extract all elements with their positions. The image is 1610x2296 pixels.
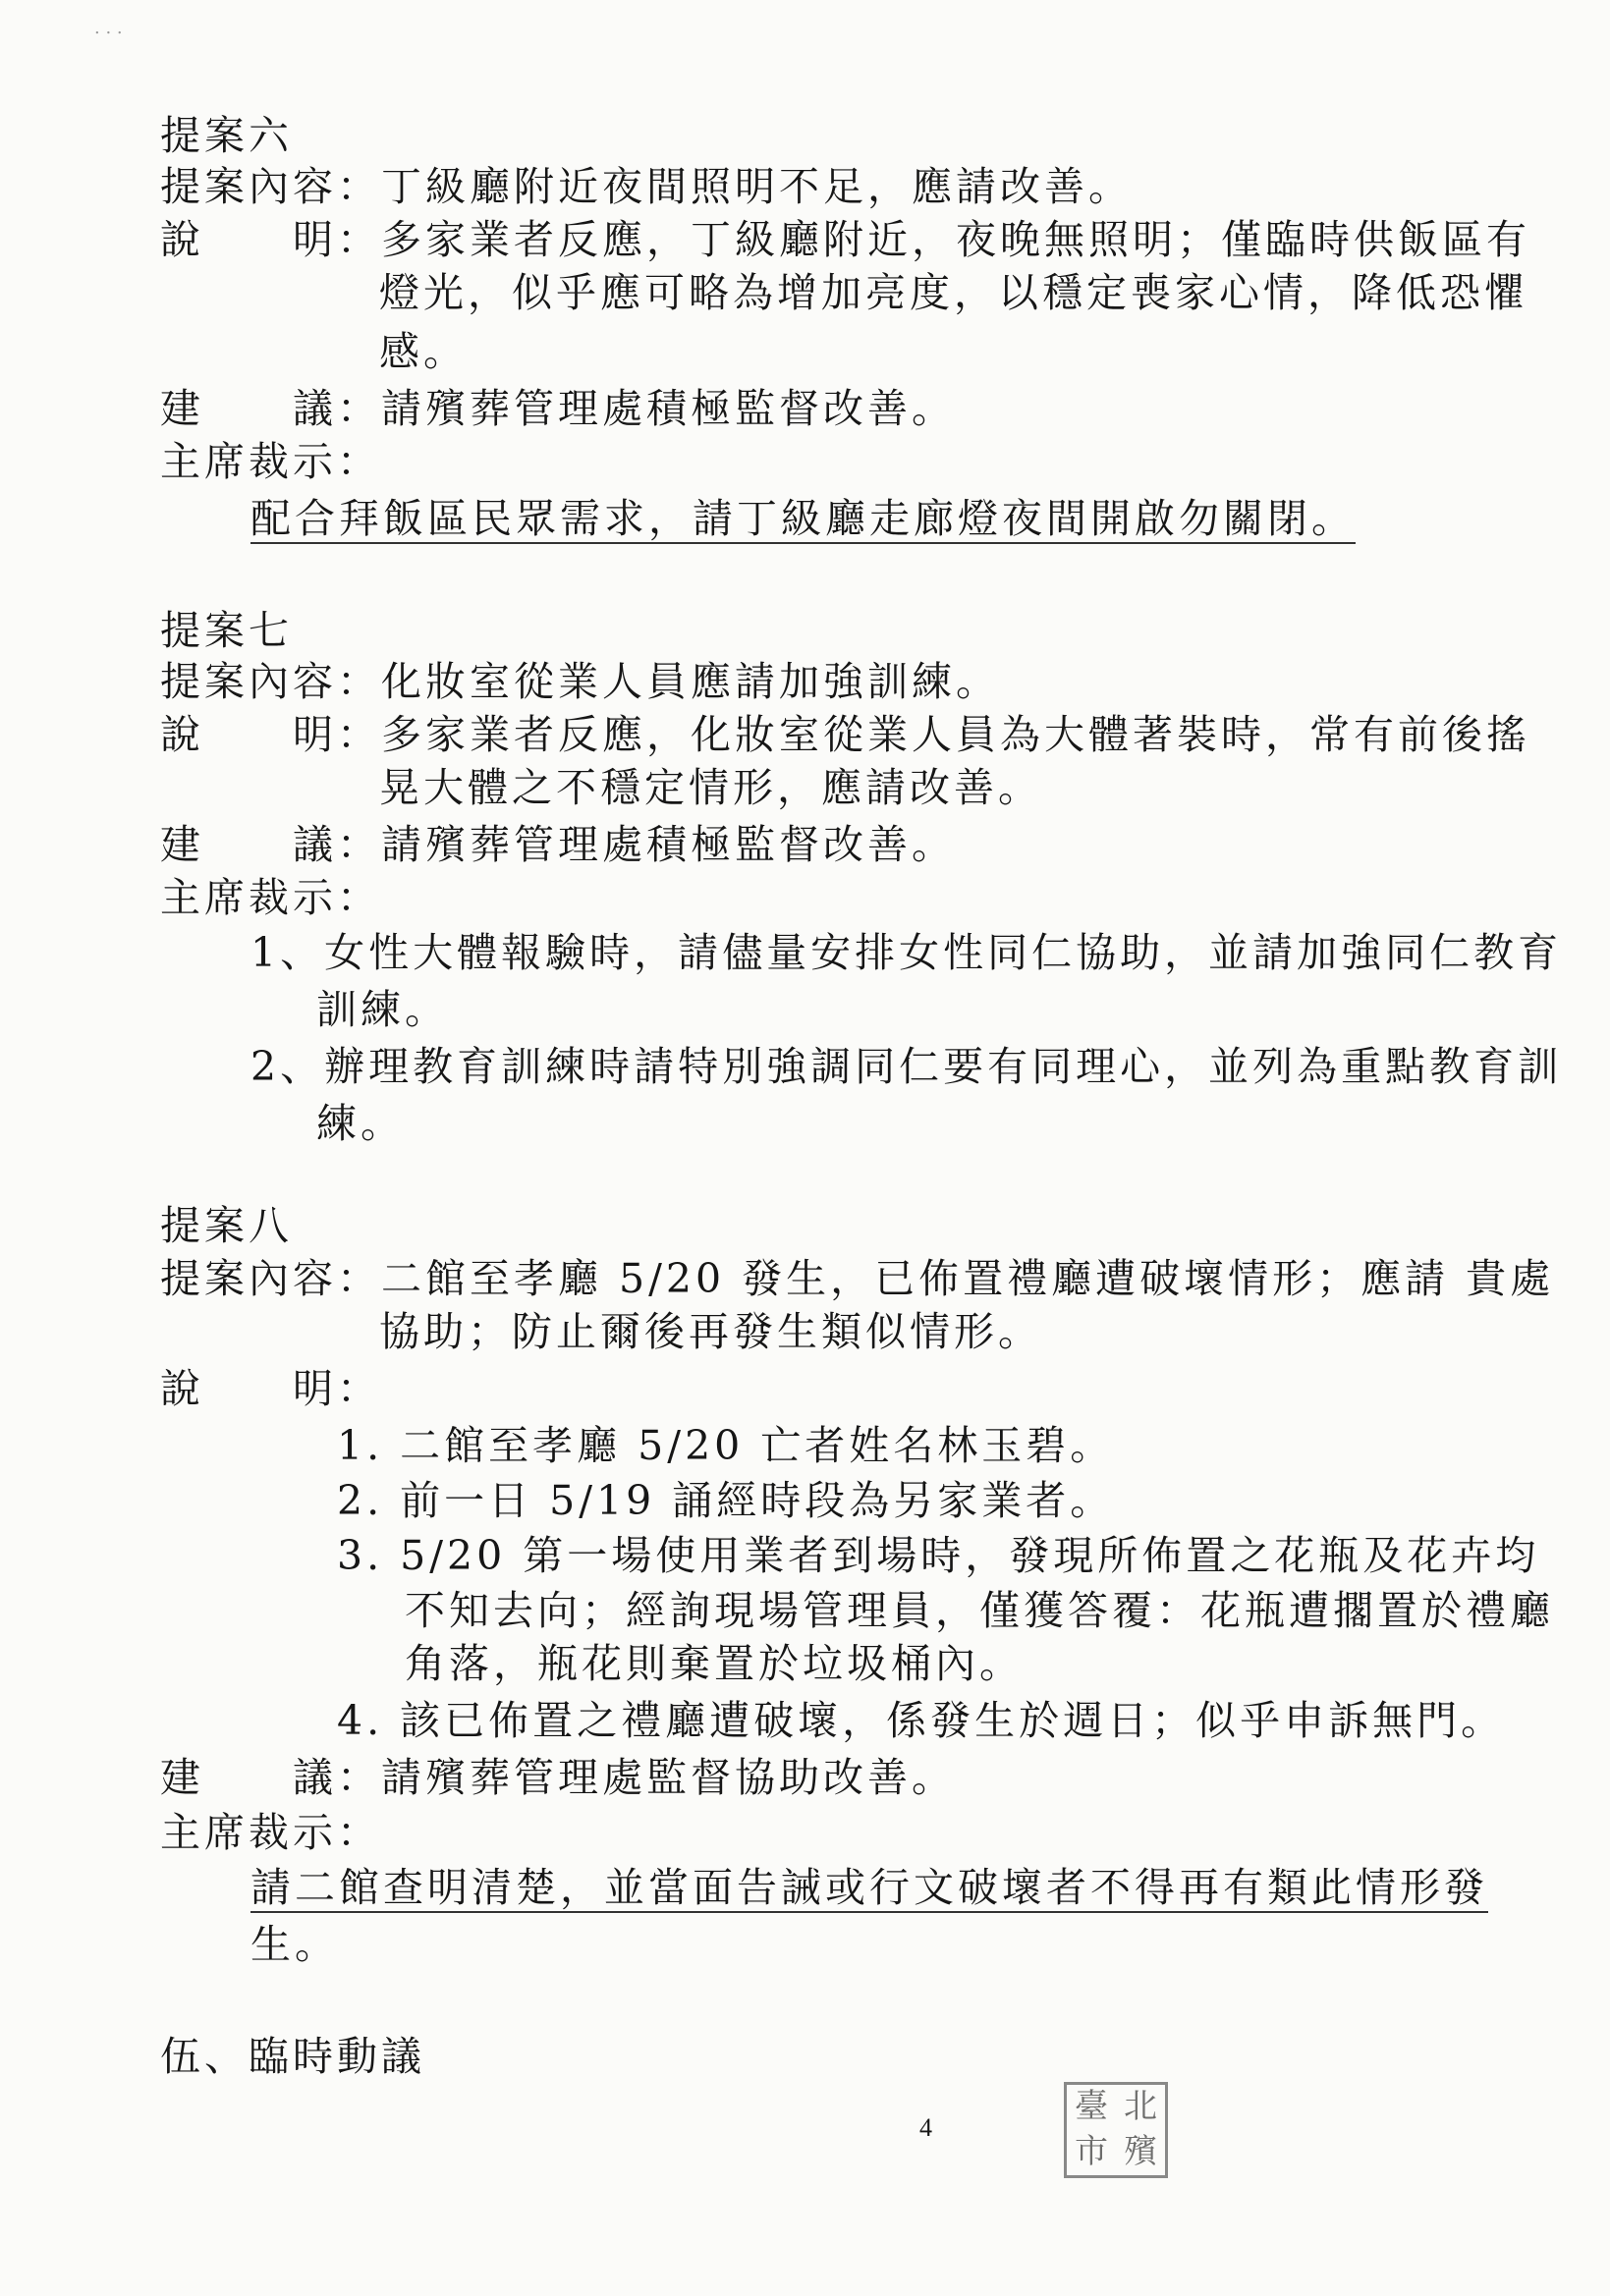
proposal7-ruling-item: 1、女性大體報驗時，請儘量安排女性同仁協助，並請加強同仁教育 (250, 929, 1563, 976)
proposal7-content-label: 提案內容： (160, 658, 381, 705)
proposal8-title: 提案八 (160, 1202, 293, 1249)
proposal7-content: 化妝室從業人員應請加強訓練。 (381, 658, 1000, 705)
proposal8-explain-item-cont: 不知去向；經詢現場管理員，僅獲答覆：花瓶遭擱置於禮廳 (405, 1587, 1554, 1634)
proposal6-explain-row (160, 214, 1530, 265)
proposal8-explain-item: 1. 二館至孝廳 5/20 亡者姓名林玉碧。 (337, 1422, 1115, 1469)
stamp-char: 北 (1124, 2087, 1157, 2126)
proposal7-ruling-item-cont: 練。 (316, 1100, 405, 1147)
proposal6-explain-line: 感。 (379, 328, 468, 375)
proposal6-content-row (160, 161, 1133, 212)
proposal6-ruling-text: 配合拜飯區民眾需求，請丁級廳走廊燈夜間開啟勿關閉。 (250, 495, 1356, 542)
proposal8-content-line: 二館至孝廳 5/20 發生，已佈置禮廳遭破壞情形；應請 貴處 (381, 1255, 1555, 1302)
official-seal-stamp (1064, 2082, 1168, 2178)
section5-title: 伍、臨時動議 (160, 2033, 425, 2080)
stamp-char: 殯 (1124, 2132, 1157, 2171)
proposal7-title: 提案七 (160, 607, 293, 654)
proposal8-ruling-text: 請二館查明清楚，並當面告誡或行文破壞者不得再有類此情形發 (250, 1864, 1488, 1911)
proposal8-ruling-label: 主席裁示： (160, 1809, 381, 1856)
proposal8-explain-item: 4. 該已佈置之禮廳遭破壞，係發生於週日；似乎申訴無門。 (337, 1697, 1506, 1744)
proposal8-explain-label: 說 明： (160, 1365, 381, 1412)
proposal7-ruling-item: 2、辦理教育訓練時請特別強調同仁要有同理心，並列為重點教育訓 (250, 1043, 1563, 1090)
proposal7-ruling-item-cont: 訓練。 (316, 986, 449, 1033)
page-number: 4 (919, 2113, 932, 2142)
proposal8-explain-item: 3. 5/20 第一場使用業者到場時，發現所佈置之花瓶及花卉均 (337, 1532, 1540, 1579)
proposal7-explain-line: 晃大體之不穩定情形，應請改善。 (379, 764, 1042, 811)
proposal6-content-label: 提案內容： (160, 163, 381, 210)
proposal6-explain-line: 多家業者反應，丁級廳附近，夜晚無照明；僅臨時供飯區有 (381, 216, 1530, 263)
proposal7-suggest: 請殯葬管理處積極監督改善。 (381, 821, 956, 868)
proposal7-suggest-row (160, 819, 956, 870)
proposal6-suggest-label: 建 議： (160, 385, 381, 432)
proposal6-explain-label: 說 明： (160, 216, 381, 263)
stamp-char: 臺 (1075, 2087, 1108, 2126)
proposal8-suggest: 請殯葬管理處監督協助改善。 (381, 1754, 956, 1801)
proposal6-suggest: 請殯葬管理處積極監督改善。 (381, 385, 956, 432)
proposal8-content-line: 協助；防止爾後再發生類似情形。 (379, 1308, 1042, 1355)
proposal8-explain-item: 2. 前一日 5/19 誦經時段為另家業者。 (337, 1477, 1115, 1524)
proposal6-ruling (250, 493, 1356, 544)
proposal7-explain-line: 多家業者反應，化妝室從業人員為大體著裝時，常有前後搖 (381, 711, 1530, 758)
scan-speck: . . . (94, 18, 123, 38)
proposal8-content-row (160, 1253, 1554, 1304)
proposal6-explain-line: 燈光，似乎應可略為增加亮度，以穩定喪家心情，降低恐懼 (379, 269, 1528, 316)
proposal6-title: 提案六 (160, 112, 293, 159)
proposal8-ruling-line (250, 1862, 1488, 1913)
proposal6-content: 丁級廳附近夜間照明不足，應請改善。 (381, 163, 1133, 210)
proposal7-suggest-label: 建 議： (160, 821, 381, 868)
proposal7-content-row (160, 656, 1000, 707)
proposal8-suggest-row (160, 1752, 956, 1803)
proposal7-ruling-label: 主席裁示： (160, 874, 381, 921)
proposal8-explain-item-cont: 角落，瓶花則棄置於垃圾桶內。 (405, 1640, 1024, 1687)
proposal7-explain-label: 說 明： (160, 711, 381, 758)
proposal8-ruling-line: 生。 (250, 1921, 339, 1968)
proposal6-ruling-label: 主席裁示： (160, 438, 381, 485)
proposal6-suggest-row (160, 383, 956, 434)
proposal8-content-label: 提案內容： (160, 1255, 381, 1302)
proposal8-suggest-label: 建 議： (160, 1754, 381, 1801)
proposal7-explain-row (160, 709, 1530, 760)
stamp-char: 市 (1075, 2132, 1108, 2171)
